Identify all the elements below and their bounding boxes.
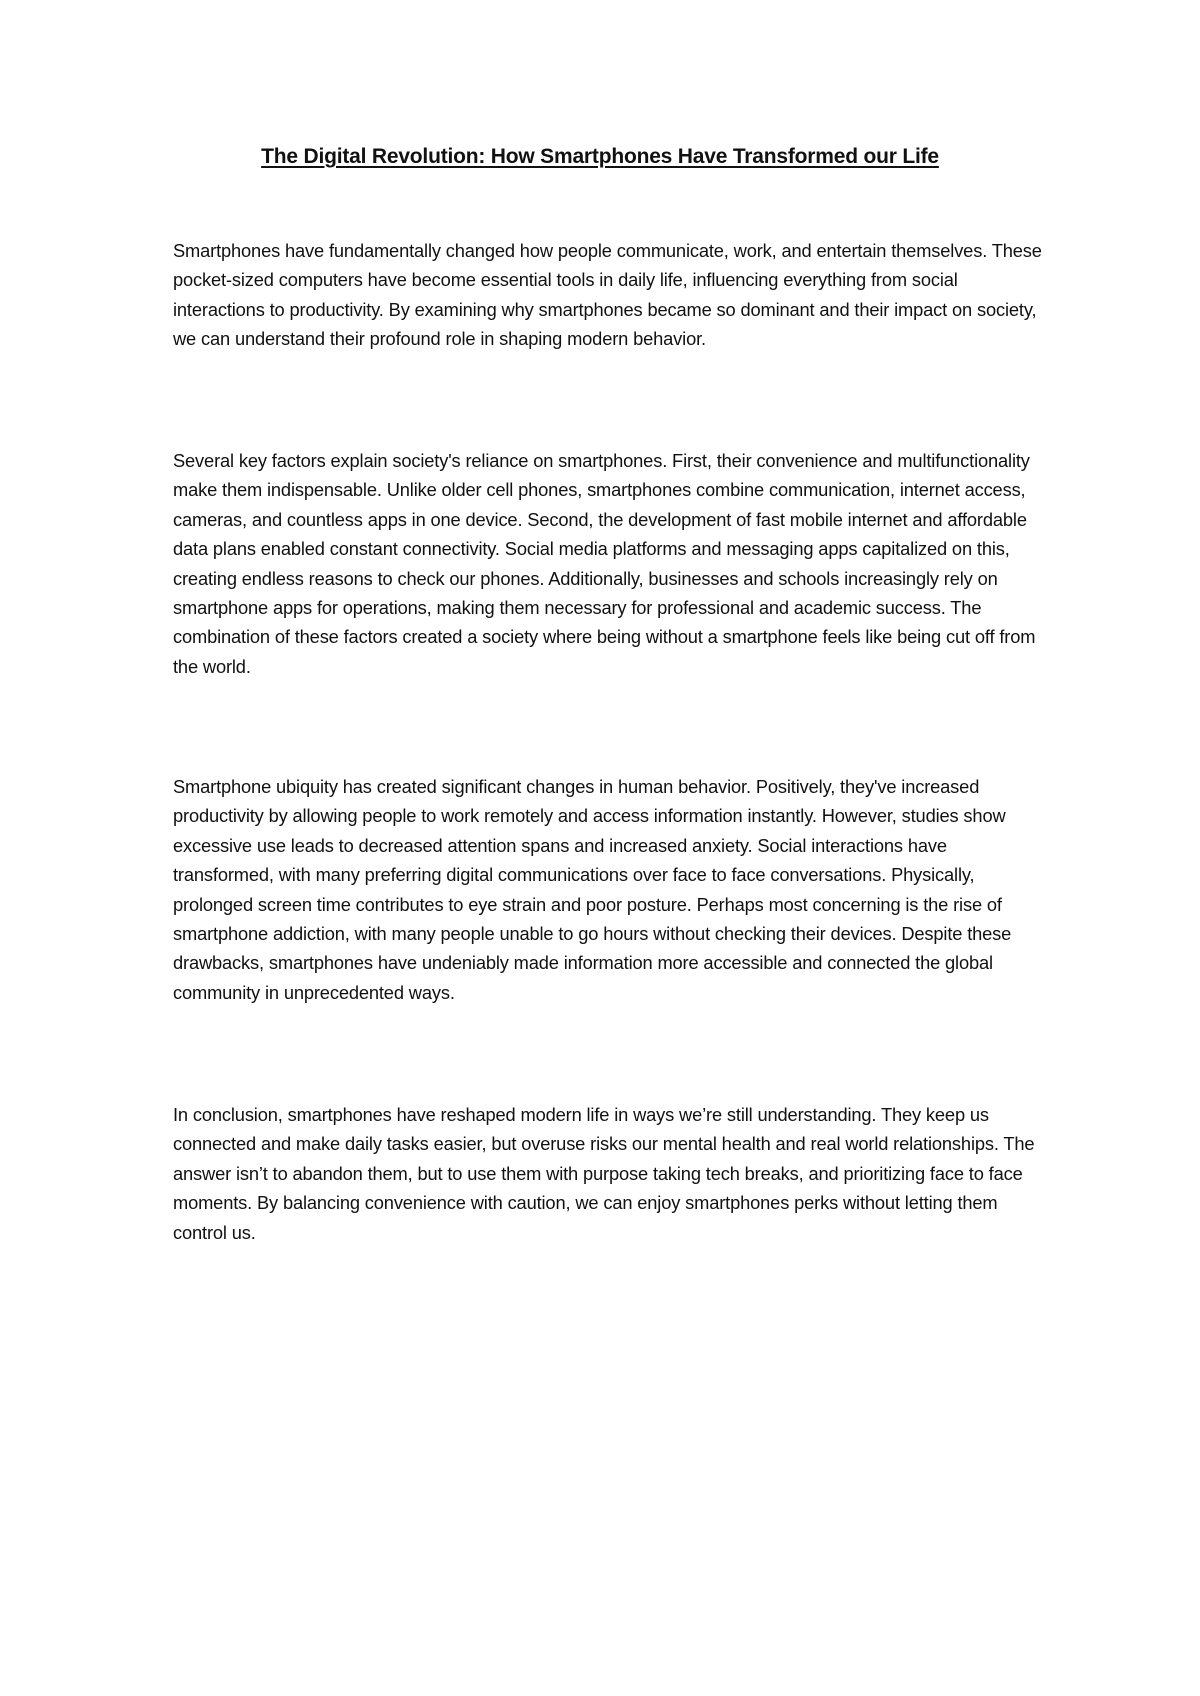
document-title: The Digital Revolution: How Smartphones Have Transformed our Life: [261, 145, 939, 168]
paragraph-reliance-factors: Several key factors explain society's reliance on smartphones. First, their convenience and multifunctionality make them indispensable. Unlike older cell phones, smartphones combine communication, internet access, cameras, and countless apps in one device. Second, the development of fast mobile internet and affordable data plans enabled constant connectivity. Social media platforms and messaging apps capitalized on this, creating endless reasons to check our phones. Additionally, businesses and schools increasingly rely on smartphone apps for operations, making them necessary for professional and academic success. The combination of these factors created a society where being without a smartphone feels like being cut off from the world.: [173, 450, 1036, 677]
paragraph-introduction: Smartphones have fundamentally changed how people communicate, work, and entertain themselves. These pocket-sized computers have become essential tools in daily life, influencing everything from social interactions to productivity. By examining why smartphones became so dominant and their impact on society, we can understand their profound role in shaping modern behavior.: [173, 240, 1042, 350]
paragraph-behavior-changes: Smartphone ubiquity has created significant changes in human behavior. Positively, they've increased productivity by allowing people to work remotely and access information instantly. However, studies show excessive use leads to decreased attention spans and increased anxiety. Social interactions have transformed, with many preferring digital communications over face to face conversations. Physically, prolonged screen time contributes to eye strain and poor posture. Perhaps most concerning is the rise of smartphone addiction, with many people unable to go hours without checking their devices. Despite these drawbacks, smartphones have undeniably made information more accessible and connected the global community in unprecedented ways.: [173, 776, 1012, 1003]
paragraph-conclusion: In conclusion, smartphones have reshaped modern life in ways we’re still understanding. They keep us connected and make daily tasks easier, but overuse risks our mental health and real world relationships. The answer isn’t to abandon them, but to use them with purpose taking tech breaks, and prioritizing face to face moments. By balancing convenience with caution, we can enjoy smartphones perks without letting them control us.: [173, 1104, 1035, 1243]
